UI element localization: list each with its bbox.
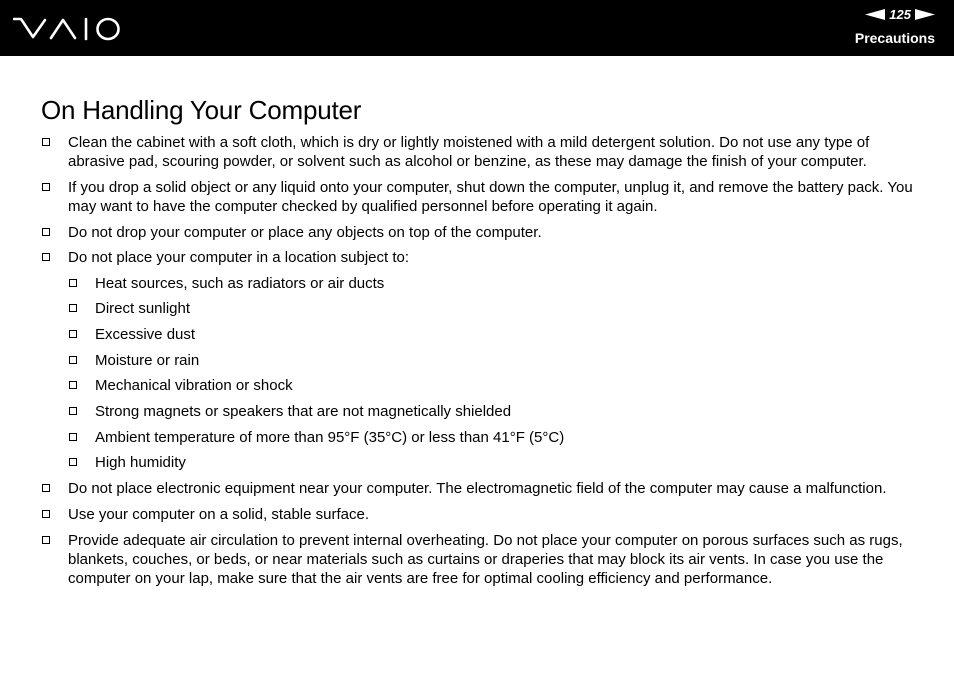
list-item xyxy=(41,223,921,242)
sub-list-item xyxy=(68,453,921,472)
sub-list-item xyxy=(68,274,921,293)
page-navigation xyxy=(865,7,935,22)
list-item-text: Strong magnets or speakers that are not magnetically shielded xyxy=(95,403,512,420)
page-title: On Handling Your Computer xyxy=(41,95,362,125)
checkbox-bullet-icon xyxy=(42,510,50,518)
list-item-text: Provide adequate air circulation to prevent internal overheating. Do not place your computer on porous surfaces such as rugs, blankets, couches, or beds, or near materials such as curtains or draperies that may block its air vents. In case you use the computer on your lap, make sure that the air vents are free for optimal cooling efficiency and performance. xyxy=(68,532,903,587)
checkbox-bullet-icon xyxy=(69,356,77,364)
list-item-text: Mechanical vibration or shock xyxy=(95,377,293,394)
vaio-logo xyxy=(13,16,121,47)
checkbox-bullet-icon xyxy=(69,381,77,389)
next-page-arrow-icon[interactable] xyxy=(915,9,935,20)
list-item-text: Excessive dust xyxy=(95,326,196,343)
sub-list-item xyxy=(68,376,921,395)
list-item-text: Moisture or rain xyxy=(95,352,200,369)
list-item xyxy=(41,133,921,171)
checkbox-bullet-icon xyxy=(69,330,77,338)
list-item-text: Do not place your computer in a location subject to: xyxy=(68,249,410,266)
precautions-list xyxy=(41,133,921,588)
section-label: Precautions xyxy=(854,30,935,46)
list-item xyxy=(41,479,921,498)
list-item xyxy=(41,248,921,267)
list-item-text: If you drop a solid object or any liquid onto your computer, shut down the computer, unplug it, and remove the battery pack. You may want to have the computer checked by qualified personnel before operating it again. xyxy=(68,179,913,215)
list-item-text: Ambient temperature of more than 95°F (35°C) or less than 41°F (5°C) xyxy=(95,429,565,446)
list-item-text: Do not drop your computer or place any objects on top of the computer. xyxy=(68,224,542,241)
list-item-text: High humidity xyxy=(95,454,186,471)
page-number: 125 xyxy=(889,7,911,22)
list-item xyxy=(41,505,921,524)
list-item xyxy=(41,531,921,588)
list-item-text: Clean the cabinet with a soft cloth, which is dry or lightly moistened with a mild detergent solution. Do not use any type of abrasive pad, scouring powder, or solvent such as alcohol or benzine, as these may damage the finish of your computer. xyxy=(68,134,870,170)
checkbox-bullet-icon xyxy=(42,484,50,492)
checkbox-bullet-icon xyxy=(42,228,50,236)
sub-list-item xyxy=(68,325,921,344)
sub-list-item xyxy=(68,351,921,370)
sub-list-item xyxy=(68,428,921,447)
page-header xyxy=(0,0,954,56)
list-item-text: Do not place electronic equipment near your computer. The electromagnetic field of the computer may cause a malfunction. xyxy=(68,480,887,497)
checkbox-bullet-icon xyxy=(42,138,50,146)
list-item-text: Direct sunlight xyxy=(95,300,191,317)
previous-page-arrow-icon[interactable] xyxy=(865,9,885,20)
checkbox-bullet-icon xyxy=(42,253,50,261)
checkbox-bullet-icon xyxy=(42,183,50,191)
checkbox-bullet-icon xyxy=(69,458,77,466)
sub-list-item xyxy=(68,299,921,318)
checkbox-bullet-icon xyxy=(69,433,77,441)
list-item xyxy=(41,178,921,216)
checkbox-bullet-icon xyxy=(69,407,77,415)
list-item-text: Heat sources, such as radiators or air ducts xyxy=(95,275,385,292)
sub-list-item xyxy=(68,402,921,421)
checkbox-bullet-icon xyxy=(69,279,77,287)
list-item-text: Use your computer on a solid, stable surface. xyxy=(68,506,369,523)
checkbox-bullet-icon xyxy=(42,536,50,544)
checkbox-bullet-icon xyxy=(69,304,77,312)
